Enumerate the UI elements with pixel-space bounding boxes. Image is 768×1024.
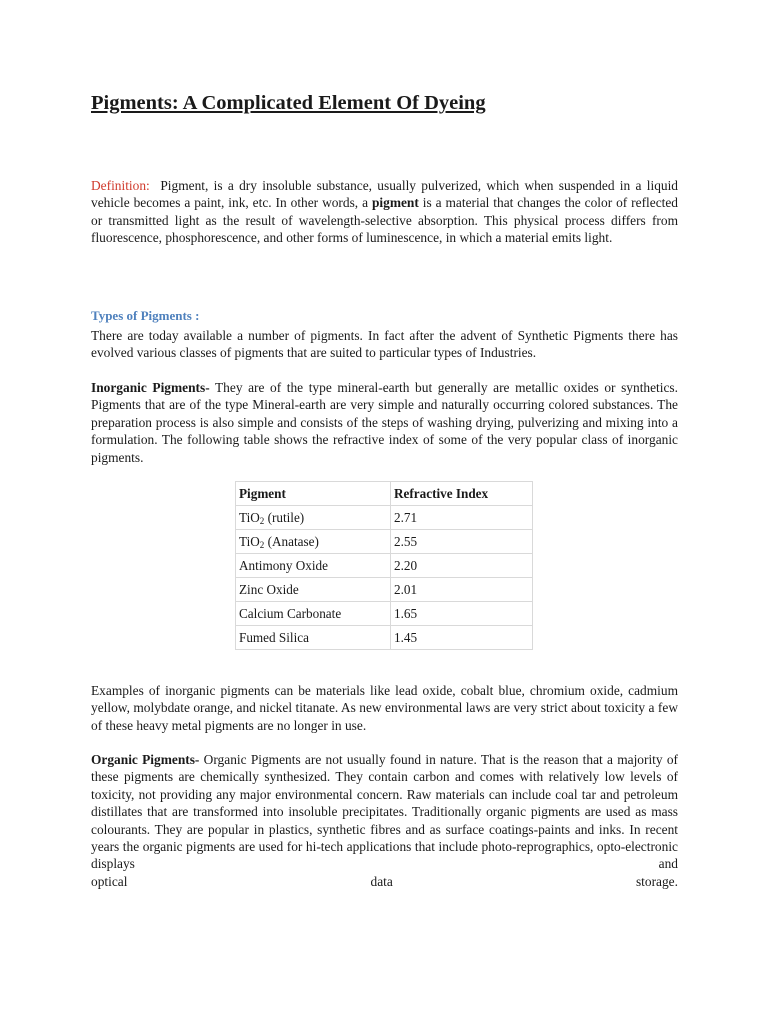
organic-last-line: optical data storage.: [91, 873, 678, 889]
refractive-index-cell: 1.45: [391, 626, 533, 650]
types-intro-paragraph: There are today available a number of pigments. In fact after the advent of Synthetic Pigments there has evolved various classes of pigments that are suited to particular types of Industries.: [91, 328, 678, 361]
organic-text: Organic Pigments are not usually found in nature. That is the reason that a majority of these pigments are chemically synthesized. They contain carbon and comes with relatively low levels of toxicity, not providing any major environmental concern. Raw materials can include coal tar and petroleum distillates that are transformed into insoluble precipitates. Traditionally organic pigments are used as mass colourants. They are popular in plastics, synthetic fibres and as surface coatings-paints and inks. In recent years the organic pigments are used for hi-tech applications that include photo-reprographics, opto-electronic displays and: [91, 752, 678, 872]
definition-paragraph: [91, 177, 678, 247]
definition-text-1: Pigment, is a dry insoluble substance, usually pulverized, which when suspended in a liquid vehicle becomes a paint, ink, etc. In other words, a: [91, 178, 678, 211]
table-row: [236, 602, 533, 626]
page-title: Pigments: A Complicated Element Of Dyeing: [91, 92, 486, 114]
refractive-index-cell: 2.01: [391, 578, 533, 602]
types-heading: Types of Pigments :: [91, 308, 200, 323]
pigment-cell: Antimony Oxide: [236, 554, 391, 578]
organic-label: Organic Pigments-: [91, 752, 200, 767]
definition-label: Definition:: [91, 178, 150, 193]
table-header-row: [236, 482, 533, 506]
table-row: [236, 578, 533, 602]
inorganic-paragraph: [91, 379, 678, 466]
table-row: [236, 626, 533, 650]
refractive-index-table: [235, 481, 533, 650]
refractive-index-cell: 1.65: [391, 602, 533, 626]
pigment-cell: Zinc Oxide: [236, 578, 391, 602]
column-header-pigment: Pigment: [236, 482, 391, 506]
organic-paragraph: [91, 751, 678, 890]
table-row: [236, 530, 533, 554]
inorganic-text: They are of the type mineral-earth but generally are metallic oxides or synthetics. Pigments that are of the type Mineral-earth are very simple and naturally occurring colored substances. The preparation process is also simple and consists of the steps of washing drying, pulverizing and mixing into a formulation. The following table shows the refractive index of some of the very popular class of inorganic pigments.: [91, 380, 678, 465]
pigment-cell: Calcium Carbonate: [236, 602, 391, 626]
examples-paragraph: Examples of inorganic pigments can be materials like lead oxide, cobalt blue, chromium oxide, cadmium yellow, molybdate orange, and nickel titanate. As new environmental laws are very strict about toxicity a few of these heavy metal pigments are no longer in use.: [91, 683, 678, 733]
pigment-cell: TiO$_2$ (rutile): [236, 506, 391, 530]
column-header-refractive-index: Refractive Index: [391, 482, 533, 506]
table-row: [236, 506, 533, 530]
refractive-index-cell: 2.71: [391, 506, 533, 530]
definition-bold-word: pigment: [371, 195, 419, 211]
definition-text-2: is a material that changes the color of reflected or transmitted light as the result of wavelength-selective absorption. This physical process differs from fluorescence, phosphorescence, and other forms of luminescence, in which a material emits light.: [91, 195, 678, 246]
inorganic-label: Inorganic Pigments-: [91, 380, 210, 395]
refractive-index-cell: 2.20: [391, 554, 533, 578]
refractive-index-cell: 2.55: [391, 530, 533, 554]
pigment-cell: Fumed Silica: [236, 626, 391, 650]
table-row: [236, 554, 533, 578]
pigment-cell: TiO$_2$ (Anatase): [236, 530, 391, 554]
